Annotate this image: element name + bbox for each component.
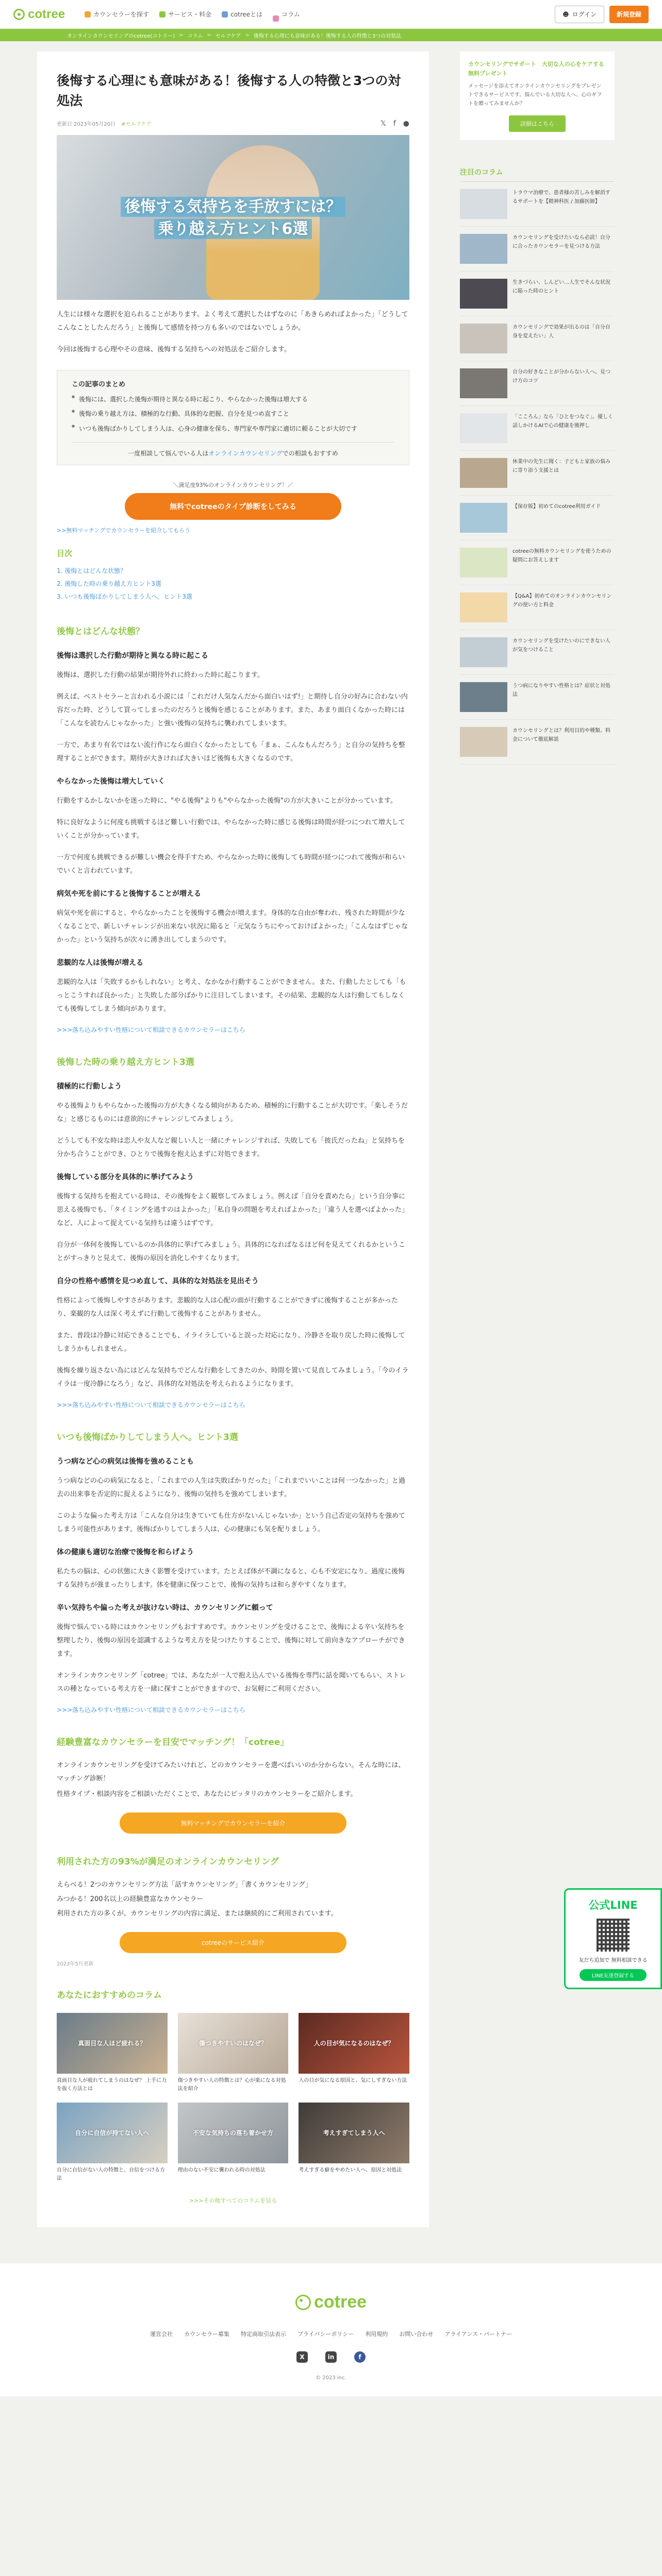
nav-column[interactable]: コラム (273, 7, 300, 22)
table-of-contents (57, 548, 409, 604)
paragraph: 例えば、ベストセラーと言われる小説には「これだけ人気なんだから面白いはず!」と期待し自分の好みに合わない内容だった時、どうして買ってしまったのだろうと後悔を感じることがあります。また、あまり面白くなかった時には「こんなを読むんじゃなかった」と強い後悔の気持ちに襲われてしまいます。 (57, 693, 408, 728)
toc-item[interactable]: 2. 後悔した時の乗り越え方ヒント3選 (57, 580, 161, 588)
hero-image (57, 135, 409, 300)
site-footer (0, 2263, 662, 2396)
section-always-regret (57, 1430, 409, 1714)
article (37, 52, 429, 2227)
paragraph: 行動をするかしないかを迷った時に、"やる後悔"よりも"やらなかった後悔"の方が大きいことが分かっています。 (57, 797, 397, 805)
price-icon (159, 11, 166, 18)
recommended-card[interactable] (178, 2103, 289, 2183)
intro-paragraph: 人生には様々な選択を迫られることがあります。よく考えて選択したはずなのに「あきらめればよかった」「どうしてこんなことしたんだろう」と後悔して感情を持つ方も多いのではないでしょうか。 (57, 310, 408, 332)
paragraph: 病気や死を前にすると、やらなかったことを後悔する機会が増えます。身体的な自由が奪われ、残された時間が少なくなることで、新しいチャレンジが出来ない状況に陥ると「元気なうちにやっておけばよかった」「こんなはずじゃなかった」という気持ちが次々に湧き出してしまうのです。 (57, 909, 408, 944)
card-title: 真面目な人が疲れてしまうのはなぜ？ 上手に力を抜く方法とは (57, 2078, 167, 2092)
nav-find-counselor[interactable]: カウンセラーを探す (85, 7, 149, 22)
column-thumbnail (460, 413, 507, 443)
paragraph: 私たちの脳は、心の状態に大きく影響を受けています。たとえば体が不調になると、心も不安定になり、過度に後悔する気持ちが強まったりします。体を健康に保つことで、後悔の気持ちは和らぎやすくなります。 (57, 1568, 405, 1589)
line-add-friend-button[interactable]: LINE友達登録する (580, 1969, 647, 1981)
sidebar (460, 52, 615, 765)
linkedin-icon[interactable]: in (325, 2351, 337, 2363)
footer-link-alliance[interactable]: アライアンス・パートナー (444, 2331, 512, 2338)
subsection-heading: 辛い気持ちや偏った考えが抜けない時は、カウンセリングに頼って (57, 1604, 273, 1613)
global-nav (85, 7, 300, 22)
user-icon: ☻ (562, 10, 569, 18)
subsection-heading: 病気や死を前にすると後悔することが増える (57, 890, 201, 899)
paragraph: このような偏った考え方は「こんな自分は生きていても仕方がないんじゃないか」という自己否定の気持ちを強めてしまう可能性があります。後悔ばかりしてしまう人は、心の健康にも気を配りましょう。 (57, 1512, 406, 1534)
footer-link-commerce-law[interactable]: 特定商取引法表示 (240, 2331, 286, 2338)
page-layout (37, 52, 625, 2227)
paragraph: どうしても不安な時は恋人や友人など親しい人と一緒にチャレンジすれば、失敗しても「彼氏だったね」と気持ちを分かち合うことができ、ひとりで後悔を抱え込まずに対処できます。 (57, 1137, 405, 1159)
featured-column-item[interactable]: 「こころん」なら「ひとをつなぐ」。優しく話しかけるAIで心の健康を後押し (460, 406, 615, 451)
type-diagnosis-button[interactable]: 無料でcotreeのタイプ診断をしてみる (125, 493, 341, 520)
paragraph: 特に良好なように何度も挑戦するほど難しい行動では、やらなかった時に感じる後悔は時間が経つにつれて増大していくことが分かっています。 (57, 819, 405, 840)
recommended-card[interactable] (299, 2103, 409, 2183)
breadcrumb (0, 29, 662, 41)
paragraph: やる後悔よりもやらなかった後悔の方が大きくなる傾向があるため、積極的に行動することが大切です。「楽しそうだな」と感じるものには意欲的にチャレンジしてみましょう。 (57, 1102, 408, 1124)
line-share-icon[interactable]: ● (403, 119, 409, 128)
card-thumbnail: 自分に自信が持てない人へ (57, 2103, 168, 2163)
column-thumbnail (460, 548, 507, 578)
section-overcome-regret (57, 1055, 409, 1409)
footer-link-contact[interactable]: お問い合わせ (399, 2331, 434, 2338)
card-thumbnail: 不安な気持ちの落ち着かせ方 (178, 2103, 289, 2163)
copyright: © 2023 inc. (316, 2375, 346, 2381)
subsection-heading: うつ病など心の病気は後悔を強めることも (57, 1458, 194, 1466)
gift-promo-text: メッセージを添えてオンラインカウンセリングをプレゼントできるサービスです。悩んでいる大切な人へ、心のギフトを贈ってみませんか？ (468, 83, 602, 107)
column-thumbnail (460, 727, 507, 757)
site-logo[interactable]: cotree (13, 7, 65, 22)
subsection-heading: 積極的に行動しよう (57, 1082, 122, 1091)
paragraph: また、普段は冷静に対応できることでも、イライラしていると誤った対応になり、冷静さを取り戻した時に後悔してしまうかもしれません。 (57, 1332, 405, 1353)
section-service-promo (57, 1735, 409, 1967)
card-title: 傷つきやすい人の特徴とは？心が楽になる対処法を紹介 (177, 2078, 286, 2092)
recommended-card[interactable] (299, 2013, 409, 2093)
column-thumbnail (460, 637, 507, 667)
article-meta (57, 120, 409, 128)
subsection-heading: 悲観的な人は後悔が増える (57, 959, 143, 968)
recommended-card[interactable] (178, 2013, 289, 2093)
signup-button[interactable]: 新規登録 (609, 6, 649, 23)
featured-column-item[interactable]: カウンセリングで効果が出るのは「自分自身を変えたい」人 (460, 316, 615, 361)
card-thumbnail: 真面目な人ほど疲れる？ (57, 2013, 168, 2074)
column-thumbnail (460, 458, 507, 488)
update-date: 2023年5月更新 (57, 1961, 94, 1968)
line-banner-title: 公式LINE (588, 1899, 638, 1911)
site-header (0, 0, 662, 29)
column-thumbnail (460, 503, 507, 533)
nav-service-price[interactable]: サービス・料金 (159, 7, 211, 22)
header-actions (555, 6, 649, 23)
counselor-link[interactable]: >>>落ち込みやすい性格について相談できるカウンセラーはこちら (57, 1401, 245, 1409)
search-icon (85, 11, 91, 18)
free-matching-button[interactable]: 無料マッチングでカウンセラーを紹介 (120, 1812, 346, 1834)
featured-column-item[interactable]: トラウマ治療で、患者様の苦しみを解消するサポートを【精神科医 / 加藤医師】 (460, 182, 615, 227)
paragraph: 後悔は、選択した行動の結果が期待外れに終わった時に起こります。 (57, 671, 264, 680)
article-date: 更新日 2023年05月20日 (57, 122, 116, 127)
qr-code-icon (597, 1919, 630, 1952)
paragraph: 性格によって後悔しやすさがあります。悲観的な人は心配の面が行動することができずに後悔することが多かったり、楽観的な人は深く考えずに行動して後悔することがありません。 (57, 1297, 398, 1318)
facebook-share-icon[interactable]: f (393, 119, 396, 128)
summary-item: ● 後悔には、選択した後悔が期待と異なる時に起こり、やらなかった後悔は増大する (72, 394, 394, 405)
paragraph: 悲観的な人は「失敗するかもしれない」と考え、なかなか行動することができません。また、行動したとしても「もっとこうすれば良かった」と失敗した部分ばかりに注目してしまいます。その結果、悲観的な人は行動してもしなくても後悔してしまう傾向があります。 (57, 978, 406, 1013)
featured-column-item[interactable]: cotreeの無料カウンセリングを使うための疑問にお答えします (460, 540, 615, 585)
paragraph: 後悔で悩んでいる時にはカウンセリングもおすすめです。カウンセリングを受けることで、後悔による辛い気持ちを整理したり、後悔の原因を認識するような考え方を見つけたりすることで、後悔に対して前向きなアプローチができます。 (57, 1623, 405, 1658)
card-thumbnail: 人の目が気になるのはなぜ？ (299, 2013, 409, 2074)
x-icon[interactable]: X (296, 2351, 308, 2363)
line-official-banner[interactable] (564, 1888, 662, 1989)
toc-item[interactable]: 1. 後悔とはどんな状態？ (57, 567, 127, 574)
recommended-columns (57, 1988, 409, 2205)
paragraph: 一方で、あまり有名ではない流行作になら面白くなかったとしても「まぁ、こんなもんだろう」と自分の気持ちを整理することができます。期待が大きければ大きいほど後悔も大きくなるのです。 (57, 741, 405, 763)
subsection-heading: 後悔は選択した行動が期待と異なる時に起こる (57, 652, 208, 660)
recommended-card[interactable] (57, 2013, 168, 2093)
section-heading: いつも後悔ばかりしてしまう人へ。ヒント3選 (57, 1432, 238, 1443)
gift-promo-box (460, 52, 615, 140)
login-button[interactable]: ☻ ログイン (555, 6, 604, 23)
counselor-link[interactable]: >>>落ち込みやすい性格について相談できるカウンセラーはこちら (57, 1026, 245, 1034)
card-title: 考えすぎる癖をやめたい人へ、原因と対処法 (299, 2167, 402, 2174)
share-buttons (380, 120, 409, 128)
article-title: 後悔する心理にも意味がある！後悔する人の特徴と3つの対処法 (57, 73, 401, 108)
paragraph: 後悔する気持ちを抱えている時は、その後悔をよく観察してみましょう。例えば「自分を責めたら」という自分事に思える後悔でも、「タイミングを逃すのはよかった」「私自身の問題を考えればよかった」「違う人を選べばよかった」など、人によって捉えている気持ちは違うはずです。 (57, 1193, 408, 1228)
paragraph: 利用された方の多くが、カウンセリングの内容に満足、または継続的にご利用されています。 (57, 1910, 338, 1918)
featured-column-item[interactable]: 生きづらい、しんどい…人生でそんな状況に陥った時のヒント (460, 272, 615, 316)
free-matching-link[interactable]: >>無料マッチングでカウンセラーを紹介してもらう (57, 527, 191, 534)
info-icon (222, 11, 228, 18)
subsection-heading: やらなかった後悔は増大していく (57, 777, 165, 786)
section-heading: 後悔とはどんな状態？ (57, 626, 144, 637)
paragraph: 性格タイプ・相談内容をご相談いただくことで、あなたにピッタリのカウンセラーをご紹介します。 (57, 1790, 357, 1799)
featured-column-item[interactable]: カウンセリングとは？利用目的や種類、料金について徹底解説 (460, 720, 615, 765)
column-thumbnail (460, 368, 507, 398)
section-heading: 後悔した時の乗り越え方ヒント3選 (57, 1057, 194, 1068)
paragraph: 自分が一体何を後悔しているのか具体的に挙げてみましょう。具体的になればなるほど何を見えてくれるかということがすっきりと見えて、後悔の原因を消化しやすくなります。 (57, 1241, 406, 1263)
facebook-icon[interactable]: f (354, 2351, 366, 2363)
x-share-icon[interactable]: 𝕏 (380, 119, 386, 128)
breadcrumb-separator: > (179, 32, 184, 38)
card-thumbnail: 傷つきやすいのはなぜ？ (178, 2013, 289, 2074)
breadcrumb-separator: > (207, 32, 211, 38)
column-thumbnail (460, 592, 507, 622)
recommended-grid (57, 2013, 409, 2183)
footer-logo[interactable]: cotree (0, 2292, 662, 2312)
card-title: 理由のない不安に襲われる時の対処法 (177, 2167, 266, 2174)
featured-column-item[interactable]: 自分の好きなことが分からない人へ。見つけ方のコツ (460, 361, 615, 406)
cotree-logo-icon (295, 2295, 311, 2310)
paragraph: えらべる！2つのカウンセリング方法「話すカウンセリング」「書くカウンセリング」 (57, 1881, 312, 1889)
section-heading: あなたにおすすめのコラム (57, 1990, 162, 2001)
column-thumbnail (460, 234, 507, 264)
featured-column-item[interactable]: カウンセリングを受けたいなら必読！自分に合ったカウンセラーを見つける方法 (460, 227, 615, 272)
footer-link-recruit[interactable]: カウンセラー募集 (184, 2331, 229, 2338)
featured-column-item[interactable]: カウンセリングを受けたいのにできない人が気をつけること (460, 630, 615, 675)
toc-title: 目次 (57, 548, 73, 558)
toc-item[interactable]: 3. いつも後悔ばかりしてしまう人へ。ヒント3選 (57, 593, 192, 601)
column-thumbnail (460, 324, 507, 353)
cta-block (57, 481, 409, 520)
featured-columns-list (460, 182, 615, 765)
breadcrumb-home[interactable]: オンラインカウンセリングのcotree(コトリー) (67, 33, 175, 39)
gift-details-button[interactable]: 詳細はこちら (509, 115, 566, 132)
hero-caption: 後悔する気持ちを手放すには？ 乗り越え方ヒント6選 (57, 196, 409, 241)
section-heading: 利用された方の93%が満足のオンラインカウンセリング (57, 1857, 279, 1868)
recommended-card[interactable] (57, 2103, 168, 2183)
intro-paragraph: 今回は後悔する心理やその意味、後悔する気持ちへの対処法をご紹介します。 (57, 345, 291, 353)
breadcrumb-category[interactable]: セルフケア (215, 33, 241, 39)
paragraph: うつ病などの心の病気になると、「これまでの人生は失敗ばかりだった」「これまでいいことは何一つなかった」と過去の出来事を否定的に捉えるようになり、後悔の気持ちを強めてしまいます。 (57, 1477, 406, 1499)
breadcrumb-column[interactable]: コラム (187, 33, 203, 39)
cotree-logo-icon (13, 9, 25, 20)
service-intro-button[interactable]: cotreeのサービス紹介 (120, 1932, 346, 1953)
paragraph: みつかる！200名以上の経験豊富なカウンセラー (57, 1895, 204, 1904)
section-what-is-regret (57, 624, 409, 1034)
cta-lead: ＼満足度93%のオンラインカウンセリング！／ (173, 481, 293, 488)
nav-about[interactable]: cotreeとは (222, 7, 262, 22)
paragraph: オンラインカウンセリング「cotree」では、あなたが一人で抱え込んでいる後悔を専門に話を聞いてもらい、ストレスの種となっている考え方を一緒に探すことができますので、お気軽にご利用ください。 (57, 1672, 406, 1693)
featured-columns-heading: 注目のコラム (460, 167, 615, 182)
footer-nav (0, 2330, 662, 2338)
subsection-heading: 体の健康も適切な治療で後悔を和らげよう (57, 1548, 194, 1557)
summary-title: この記事のまとめ (72, 380, 126, 388)
footer-link-company[interactable]: 運営会社 (150, 2331, 173, 2338)
subsection-heading: 後悔している部分を具体的に挙げてみよう (57, 1173, 194, 1182)
subsection-heading: 自分の性格や感情を見つめ直して、具体的な対処法を見出そう (57, 1277, 259, 1286)
all-columns-link[interactable]: >>>その他すべてのコラムを見る (189, 2197, 277, 2205)
column-thumbnail (460, 189, 507, 219)
column-thumbnail (460, 279, 507, 309)
featured-column-item[interactable]: 休業中の先生に聞く：子どもと家族の悩みに寄り添う支援とは (460, 451, 615, 496)
section-heading: 経験豊富なカウンセラーを目安でマッチング！「cotree」 (57, 1737, 289, 1748)
gift-promo-title: カウンセリングでサポート 大切な人の心をケアする無料プレゼント (468, 61, 604, 77)
card-thumbnail: 考えすぎてしまう人へ (299, 2103, 409, 2163)
line-banner-text: 友だち追加で 無料相談できる (578, 1958, 648, 1963)
featured-column-item[interactable]: 【Q&A】初めてのオンラインカウンセリングの使い方と料金 (460, 585, 615, 630)
card-title: 自分に自信がない人の特徴と、自信をつける方法 (57, 2167, 165, 2182)
footer-link-privacy[interactable]: プライバシーポリシー (297, 2331, 354, 2338)
footer-social (0, 2351, 662, 2363)
column-thumbnail (460, 682, 507, 712)
card-title: 人の目が気になる原因と、気にしすぎない方法 (299, 2078, 407, 2084)
featured-column-item[interactable]: 【保存版】初めてのcotree利用ガイド (460, 496, 615, 540)
article-summary-box (57, 370, 409, 465)
breadcrumb-separator: > (245, 32, 250, 38)
paragraph: 後悔を繰り返さない為にはどんな気持ちでどんな行動をしてきたのか、時間を置いて見直してみましょう。「今のイライラは一度冷静になろう」など、具体的な対処法を考えられるようになります。 (57, 1367, 409, 1388)
featured-column-item[interactable]: うつ病になりやすい性格とは？症状と対処法 (460, 675, 615, 720)
column-icon (273, 15, 279, 22)
summary-item: ● いつも後悔ばかりしてしまう人は、心身の健康を保ち、専門家や専門家に適切に頼ることが大切です (72, 423, 394, 435)
paragraph: オンラインカウンセリングを受けてみたいけれど、どのカウンセラーを選べばいいのか分からない。そんな時には、マッチング診断！ (57, 1761, 405, 1783)
summary-note: 一度相談して悩んでいる人はオンラインカウンセリングでの相談もおすすめ (72, 442, 394, 457)
summary-online-counseling-link[interactable]: オンラインカウンセリング (208, 449, 283, 457)
article-tag[interactable]: #セルフケア (121, 122, 152, 127)
breadcrumb-current: 後悔する心理にも意味がある！後悔する人の特徴と3つの対処法 (253, 33, 402, 39)
footer-link-terms[interactable]: 利用規約 (365, 2331, 388, 2338)
paragraph: 一方で何度も挑戦できるが難しい機会を得手すため、やらなかった時に後悔しても時間が経つにつれて後悔が和らいでいくと言われています。 (57, 854, 405, 875)
counselor-link[interactable]: >>>落ち込みやすい性格について相談できるカウンセラーはこちら (57, 1706, 245, 1714)
summary-item: ● 後悔の乗り越え方は、積極的な行動、具体的な把握、自分を見つめ直すこと (72, 408, 394, 420)
